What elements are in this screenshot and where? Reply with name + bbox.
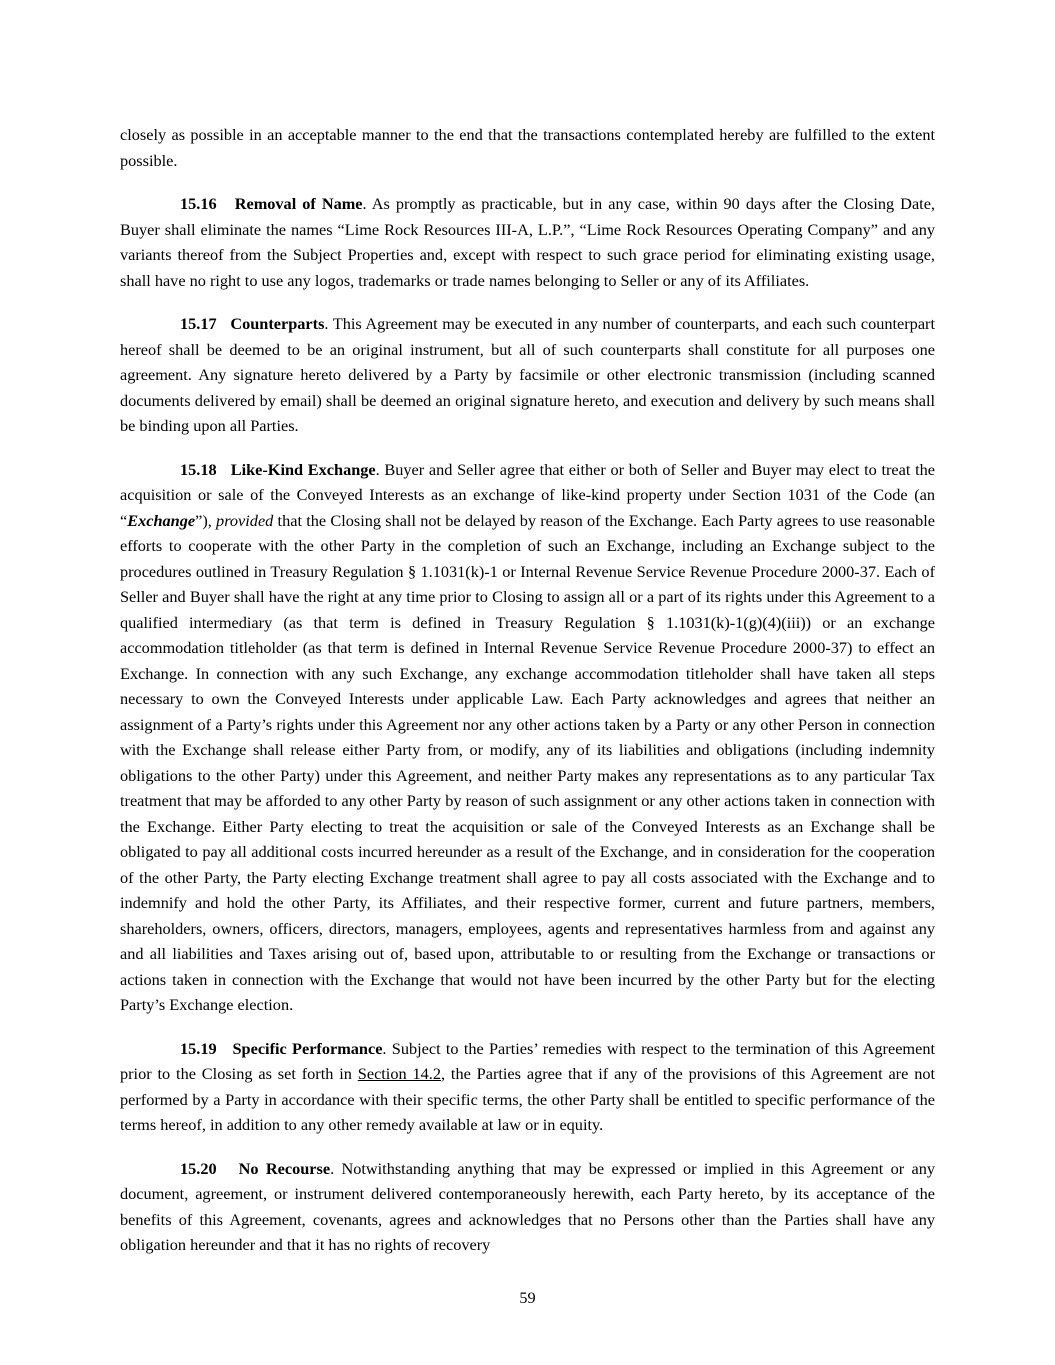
paragraph-text-part-3: that the Closing shall not be delayed by reason of the Exchange. Each Party agrees to use reasonable efforts to cooperate with the other Party in the completion of such an Exchange, including an Exchange subject to the procedures outlined in Treasury Regulation § 1.1031(k)-1 or Internal Revenue Service Revenue Procedure 2000-37. Each of Seller and Buyer shall have the right at any time prior to Closing to assign all or a part of its rights under this Agreement to a qualified intermediary (as that term is defined in Treasury Regulation § 1.1031(k)-1(g)(4)(iii)) or an exchange accommodation titleholder (as that term is defined in Internal Revenue Service Revenue Procedure 2000-37) to effect an Exchange. In connection with any such Exchange, any exchange accommodation titleholder shall have taken all steps necessary to own the Conveyed Interests under applicable Law. Each Party acknowledges and agrees that neither an assignment of a Party’s rights under this Agreement nor any other actions taken by a Party or any other Person in connection with the Exchange shall release either Party from, or modify, any of its liabilities and obligations (including indemnity obligations to the other Party) under this Agreement, and neither Party makes any representations as to any particular Tax treatment that may be afforded to any other Party by reason of such assignment or any other actions taken in connection with the Exchange. Either Party electing to treat the acquisition or sale of the Conveyed Interests as an Exchange shall be obligated to pay all additional costs incurred hereunder as a result of the Exchange, and in consideration for the cooperation of the other Party, the Party electing Exchange treatment shall agree to pay all costs associated with the Exchange and to indemnify and hold the other Party, its Affiliates, and their respective former, current and future partners, members, shareholders, owners, officers, directors, managers, employees, agents and representatives harmless from and against any and all liabilities and Taxes arising out of, based upon, attributable to or resulting from the Exchange or transactions or actions taken in connection with the Exchange that would not have been incurred by the other Party but for the electing Party’s Exchange election. <box>120 510 935 1014</box>
paragraph-text: . This Agreement may be executed in any number of counterparts, and each such counterpart hereof shall be deemed to be an original instrument, but all of such counterparts shall constitute for all purposes one agreement. Any signature hereto delivered by a Party by facsimile or other electronic transmission (including scanned documents delivered by email) shall be deemed an original signature hereto, and execution and delivery by such means shall be binding upon all Parties. <box>120 314 935 435</box>
section-heading: Counterparts <box>230 314 325 333</box>
section-heading: Specific Performance <box>232 1038 383 1058</box>
section-number: 15.16 <box>180 194 217 213</box>
section-number: 15.18 <box>180 459 217 479</box>
defined-term-exchange: Exchange <box>127 510 196 530</box>
italic-provided: provided <box>216 510 274 530</box>
paragraph-text-part-2: , the Parties agree that if any of the provisions of this Agreement are not performed by a Party in accordance with their specific terms, the other Party shall be entitled to specific performance of the terms hereof, in addition to any other remedy available at law or in equity. <box>120 1064 936 1134</box>
section-number: 15.17 <box>180 314 217 333</box>
paragraph-removal-of-name <box>120 191 935 293</box>
paragraph-specific-performance <box>120 1036 935 1138</box>
paragraph-no-recourse <box>120 1156 935 1258</box>
paragraph-continuation <box>120 122 935 173</box>
page-body <box>120 122 935 1276</box>
paragraph-text: . Notwithstanding anything that may be expressed or implied in this Agreement or any document, agreement, or instrument delivered contemporaneously herewith, each Party hereto, by its acceptance of the benefits of this Agreement, covenants, agrees and acknowledges that no Persons other than the Parties shall have any obligation hereunder and that it has no rights of recovery <box>120 1158 935 1254</box>
paragraph-text-part-1: . Subject to the Parties’ remedies with respect to the termination of this Agreement prior to the Closing as set forth in <box>120 1038 935 1083</box>
section-heading: Removal of Name <box>234 194 363 213</box>
paragraph-counterparts <box>120 311 935 439</box>
paragraph-text-part-2: ”), <box>195 510 217 530</box>
section-heading: No Recourse <box>238 1158 331 1178</box>
section-number: 15.20 <box>180 1158 217 1178</box>
section-number: 15.19 <box>180 1038 217 1058</box>
paragraph-text-part-1: . Buyer and Seller agree that either or both of Seller and Buyer may elect to treat the acquisition or sale of the Conveyed Interests as an exchange of like-kind property under Section 1031 of the Code (an “ <box>120 459 935 530</box>
paragraph-text: . As promptly as practicable, but in any case, within 90 days after the Closing Date, Buyer shall eliminate the names “Lime Rock Resources III-A, L.P.”, “Lime Rock Resources Operating Company” and any variants thereof from the Subject Properties and, except with respect to such grace period for eliminating existing usage, shall have no right to use any logos, trademarks or trade names belonging to Seller or any of its Affiliates. <box>120 194 935 290</box>
paragraph-text: closely as possible in an acceptable manner to the end that the transactions contemplated hereby are fulfilled to the extent possible. <box>120 125 935 170</box>
section-heading: Like-Kind Exchange <box>230 459 376 479</box>
paragraph-like-kind-exchange <box>120 457 935 1018</box>
cross-reference-section-14-2: Section 14.2 <box>357 1064 441 1083</box>
page-number: 59 <box>519 1288 536 1307</box>
